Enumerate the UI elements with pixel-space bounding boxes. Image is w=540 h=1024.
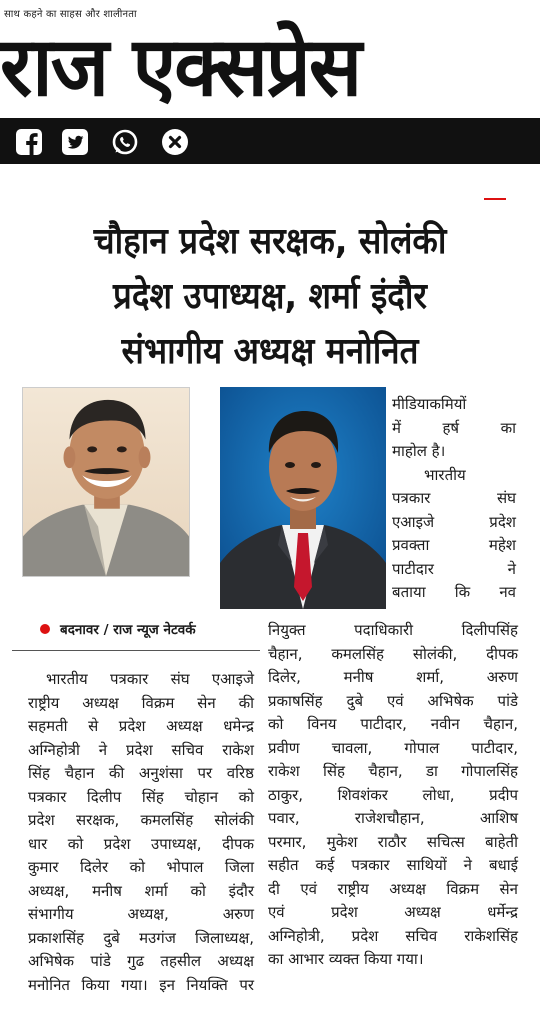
facebook-icon[interactable]: [14, 127, 44, 157]
text-line: अध्यक्ष, मनीष शर्मा को इंदौर: [28, 881, 254, 900]
text-line: दिलेर, मनीष शर्मा, अरुण: [268, 668, 518, 686]
text-line: नियुक्त पदाधिकारी दिलीपसिंह: [268, 621, 518, 639]
text-line: में हर्ष का: [392, 418, 516, 437]
text-line: ठाकुर, शिवशंकर लोधा, प्रदीप: [268, 785, 518, 804]
text-line: अभिषेक पांडे गुढ तहसील अध्यक्ष: [28, 952, 254, 970]
masthead: [0, 0, 540, 118]
red-dot-icon: [40, 624, 50, 634]
text-line: पत्रकार संघ: [392, 489, 516, 507]
text-line: परमार, मुकेश राठौर सचित्स बाहेती: [268, 832, 518, 851]
text-line: प्रकाषसिंह दुबे एवं अभिषेक पांडे: [268, 691, 518, 710]
article-headline: [10, 214, 530, 379]
text-line: राकेश सिंह चैहान, डा गोपालसिंह: [268, 762, 518, 780]
accent-dash: [484, 198, 506, 200]
text-line: सहीत कई पत्रकार साथियों ने बधाई: [268, 856, 518, 874]
headline-line: प्रदेश उपाध्यक्ष, शर्मा इंदौर: [113, 276, 427, 317]
text-line: पाटीदार ने: [392, 559, 516, 578]
text-line: मनोनित किया गया। इन नियक्ति पर: [28, 975, 254, 994]
text-line: प्रकाशसिंह दुबे मउगंज जिलाध्यक्ष,: [28, 928, 254, 947]
text-line: भारतीय पत्रकार संघ एआइजे: [46, 670, 254, 688]
article-column-right-bottom: [268, 619, 518, 972]
text-line: अग्निहोत्री ने प्रदेश सचिव राकेश: [28, 740, 254, 759]
text-line: पवार, राजेशचौहान, आशिष: [268, 809, 518, 827]
masthead-tagline: साथ कहने का साहस और शालीनता: [4, 9, 137, 20]
text-line: प्रवक्ता महेश: [392, 536, 516, 554]
text-line: बताया कि नव: [392, 583, 516, 601]
byline-divider: [12, 650, 260, 651]
portrait-photo-right: [220, 387, 386, 609]
text-line: राष्ट्रीय अध्यक्ष विक्रम सेन की: [28, 693, 254, 712]
text-line: प्रवीण चावला, गोपाल पाटीदार,: [268, 738, 518, 757]
article-byline: [40, 618, 196, 640]
text-line: पत्रकार दिलीप सिंह चोहान को: [28, 787, 254, 806]
text-line: चैहान, कमलसिंह सोलंकी, दीपक: [268, 644, 518, 663]
text-line: का आभार व्यक्त किया गया।: [268, 950, 424, 968]
text-line: कुमार दिलेर को भोपाल जिला: [28, 858, 254, 876]
text-line: अग्निहोत्री, प्रदेश सचिव राकेशसिंह: [268, 926, 518, 945]
headline-line: चौहान प्रदेश सरक्षक, सोलंकी: [93, 221, 447, 262]
newspaper-logo[interactable]: राज एक्सप्रेस: [0, 20, 361, 115]
text-line: को विनय पाटीदार, नवीन चैहान,: [268, 715, 518, 733]
text-line: मीडियाकमियों: [392, 395, 467, 413]
whatsapp-icon[interactable]: [110, 127, 140, 157]
share-bar: [0, 118, 540, 164]
text-line: प्रदेश सरक्षक, कमलसिंह सोलंकी: [28, 811, 254, 829]
text-line: एआइजे प्रदेश: [392, 512, 516, 531]
text-line: दी एवं राष्ट्रीय अध्यक्ष विक्रम सेन: [268, 879, 518, 898]
text-line: एवं प्रदेश अध्यक्ष धर्मेन्द्र: [268, 903, 518, 921]
close-icon[interactable]: [160, 127, 190, 157]
article-column-right-top: [392, 393, 516, 605]
text-line: धार को प्रदेश उपाध्यक्ष, दीपक: [28, 834, 254, 853]
text-line: सिंह चैहान की अनुशंसा पर वरिष्ठ: [28, 764, 254, 782]
article-column-left: [28, 668, 254, 997]
text-line: भारतीय: [424, 465, 466, 484]
twitter-icon[interactable]: [60, 127, 90, 157]
text-line: संभागीय अध्यक्ष, अरुण: [28, 905, 254, 923]
headline-line: संभागीय अध्यक्ष मनोनित: [121, 331, 419, 372]
text-line: माहोल है।: [392, 442, 446, 460]
byline-text: बदनावर / राज न्यूज नेटवर्क: [60, 622, 196, 638]
text-line: सहमती से प्रदेश अध्यक्ष धमेन्द्र: [28, 717, 254, 735]
portrait-photo-left: [22, 387, 190, 577]
